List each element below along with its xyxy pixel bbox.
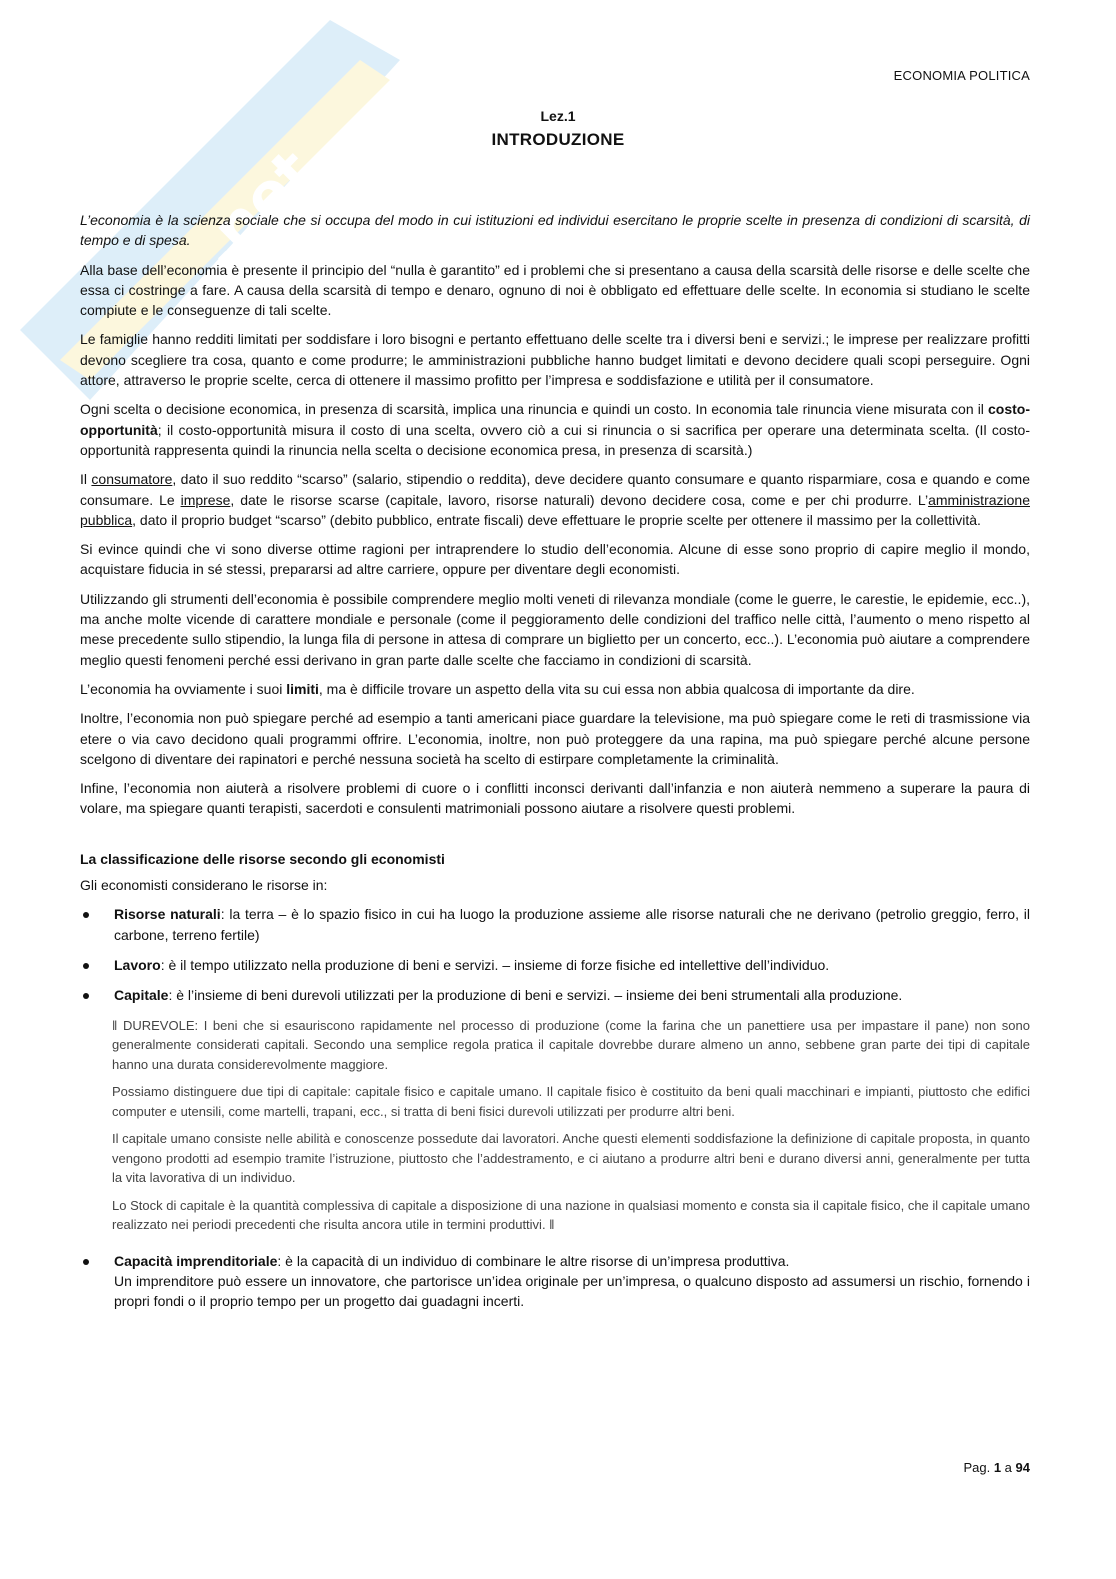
text-run: ; il costo-opportunità misura il costo di una scelta, ovvero ciò a cui si rinuncia o si sacrifica per operare una determinata scelta. (Il costo-opportunità rappresenta quindi la rinuncia nella scelta o decisione economica presa, in presenza di scarsità.)	[80, 421, 1030, 458]
paragraph: Infine, l’economia non aiuterà a risolvere problemi di cuore o i conflitti inconsci derivanti dall’infanzia e non aiuterà nemmeno a superare la paura di volare, ma spiegare quanti terapisti, sacerdoti e consulenti matrimoniali possono aiutare a risolvere questi problemi.	[80, 780, 1030, 817]
underlined-term: amministrazione	[928, 491, 1030, 508]
section-heading: La classificazione delle risorse secondo gli economisti	[80, 850, 445, 867]
paragraph: Le famiglie hanno redditi limitati per soddisfare i loro bisogni e pertanto effettuano delle scelte tra i diversi beni e servizi.; le imprese per realizzare profitti devono scegliere tra cosa, quanto e come produrre; le amministrazioni pubbliche hanno budget limitati e devono decidere quali scopi perseguire. Ogni attore, attraverso le proprie scelte, cerca di ottenere il massimo profitto per l’impresa e soddisfazione e utilità per il consumatore.	[80, 331, 1030, 389]
underlined-term: consumatore	[91, 471, 173, 488]
text-run: Il	[80, 471, 92, 488]
bullet-icon	[83, 912, 89, 918]
page-prefix: Pag.	[963, 1460, 994, 1475]
item-term: Capitale	[114, 987, 169, 1004]
lesson-label: Lez.1	[540, 108, 576, 124]
note-paragraph: Possiamo distinguere due tipi di capitale: capitale fisico e capitale umano. Il capitale fisico è costituito da beni quali macchinari e impianti, piuttosto che edifici computer e utensili, come martelli, trapani, ecc., si tratta di beni fisici durevoli utilizzati per produrre altri beni.	[112, 1084, 1030, 1119]
item-text: : è l’insieme di beni durevoli utilizzati per la produzione di beni e servizi. – insieme dei beni strumentali alla produzione.	[168, 987, 903, 1004]
paragraph: Alla base dell’economia è presente il principio del “nulla è garantito” ed i problemi che si presentano a causa della scarsità delle risorse e delle scelte che essa ci costringe a fare. A causa della scarsità di tempo e denaro, ognuno di noi è obbligato ed effettuare delle scelte. In economia si studiano le scelte compiute e le conseguenze di tali scelte.	[80, 261, 1030, 319]
capital-note	[112, 1016, 1030, 1235]
bullet-icon	[83, 963, 89, 969]
document-body	[80, 210, 1030, 1321]
paragraph-cost-opportunity	[80, 399, 1030, 460]
paragraph-limits	[80, 679, 1030, 699]
underlined-term: imprese	[180, 491, 231, 508]
paragraph: Si evince quindi che vi sono diverse ottime ragioni per intraprendere lo studio dell’economia. Alcune di esse sono proprio di capire meglio il mondo, acquistare fiducia in sé stessi, prepararsi ad altre carriere, oppure per diventare degli economisti.	[80, 541, 1030, 578]
page-separator: a	[1001, 1460, 1016, 1475]
list-item	[80, 1251, 1030, 1312]
text-run: , dato il proprio budget “scarso” (debito pubblico, entrate fiscali) deve effettuare le proprie scelte per ottenere il massimo per la collettività.	[132, 511, 981, 528]
item-term: Risorse naturali	[114, 906, 221, 923]
item-term: Lavoro	[114, 956, 161, 973]
text-run: L’economia ha ovviamente i suoi	[80, 680, 287, 697]
item-text: : la terra – è lo spazio fisico in cui ha luogo la produzione assieme alle risorse naturali che ne derivano (petrolio greggio, ferro, il carbone, terreno fertile)	[114, 906, 1030, 943]
paragraph: Utilizzando gli strumenti dell’economia è possibile comprendere meglio molti veneti di rilevanza mondiale (come le guerre, le carestie, le epidemie, ecc..), ma anche molte vicende di carattere mondiale e personale (come il peggioramento delle condizioni del traffico nelle città, l’aumento o meno rispetto al mese precedente sullo stipendio, la lunga fila di persone in attesa di comprare un biglietto per un concerto, ecc..). L’economia può aiutare a comprendere meglio questi fenomeni perché essi derivano in gran parte dalle scelte che facciamo in condizioni di scarsità.	[80, 590, 1030, 668]
list-item	[80, 985, 1030, 1005]
list-item	[80, 904, 1030, 945]
item-text: : è il tempo utilizzato nella produzione di beni e servizi. – insieme di forze fisiche ed intellettive dell’individuo.	[160, 956, 830, 973]
note-paragraph: Il capitale umano consiste nelle abilità e conoscenze possedute dai lavoratori. Anche questi elementi soddisfazione la definizione di capitale proposta, in quanto vengono prodotti ad esempio tramite l’istruzione, piuttosto che l’addestramento, e ci aiutano a produrre altri beni e durano diversi anni, generalmente per tutta la vita lavorativa di un individuo.	[112, 1131, 1030, 1185]
list-item	[80, 955, 1030, 975]
svg-text:.net: .net	[182, 136, 328, 282]
item-text: : è la capacità di un individuo di combinare le altre risorse di un’impresa produttiva.	[277, 1252, 790, 1269]
page-number	[963, 1460, 1030, 1475]
paragraph: Inoltre, l’economia non può spiegare perché ad esempio a tanti americani piace guardare la televisione, ma può spiegare come le reti di trasmissione via etere o via cavo decidono quali programmi offrire. L’economia, inoltre, non può proteggere da una rapina, ma può spiegare perché alcune persone scelgono di diventare dei rapinatori e perché nessuna società ha scelto di estirpare completamente la criminalità.	[80, 710, 1030, 767]
text-run: , dato il suo reddito “scarso” (salario, stipendio o reddita), deve decidere quanto consumare e quanto risparmiare, cosa e quando e come consumare. Le	[80, 471, 1031, 508]
current-page: 1	[993, 1460, 1002, 1475]
underlined-term: pubblica	[80, 511, 133, 528]
course-header: ECONOMIA POLITICA	[893, 68, 1030, 83]
resources-list	[80, 904, 1030, 1005]
paragraph-actors	[80, 469, 1030, 530]
bold-term: limiti	[286, 680, 319, 697]
item-extra-text: Un imprenditore può essere un innovatore, che partorisce un’idea originale per un’impresa, o qualcuno disposto ad assumersi un rischio, fornendo i propri fondi o il proprio tempo per un progetto dai guadagni incerti.	[114, 1272, 1030, 1310]
text-run: Ogni scelta o decisione economica, in presenza di scarsità, implica una rinuncia e quindi un costo. In economia tale rinuncia viene misurata con il	[80, 401, 988, 418]
bold-term: costo-opportunità	[80, 401, 1030, 438]
note-paragraph: Lo Stock di capitale è la quantità complessiva di capitale a disposizione di una nazione in qualsiasi momento e consta sia il capitale fisico, che il capitale umano realizzato nei periodi precedenti che risulta ancora utile in termini produttivi. ‖	[112, 1197, 1030, 1232]
bullet-icon	[83, 1259, 89, 1265]
bullet-icon	[83, 993, 89, 999]
resources-list-continued	[80, 1251, 1030, 1312]
total-pages: 94	[1015, 1460, 1030, 1475]
text-run: , ma è difficile trovare un aspetto della vita su cui essa non abbia qualcosa di importante da dire.	[318, 680, 915, 697]
item-term: Capacità imprenditoriale	[114, 1252, 278, 1269]
text-run: , date le risorse scarse (capitale, lavoro, risorse naturali) devono decidere cosa, come e per chi produrre. L’	[230, 491, 929, 508]
section-lead: Gli economisti considerano le risorse in:	[80, 877, 328, 894]
note-paragraph: ‖ DUREVOLE: I beni che si esauriscono rapidamente nel processo di produzione (come la farina che un panettiere usa per impastare il pane) non sono generalmente considerati capitali. Secondo una semplice regola pratica il capitale dovrebbe durare almeno un anno, sebbene gran parte dei tipi di capitale hanno una durata considerevolmente maggiore.	[112, 1017, 1030, 1072]
page-title: INTRODUZIONE	[491, 130, 625, 149]
paragraph-definition: L’economia è la scienza sociale che si occupa del modo in cui istituzioni ed individui esercitano le proprie scelte in presenza di condizioni di scarsità, di tempo e di spesa.	[80, 212, 1030, 249]
